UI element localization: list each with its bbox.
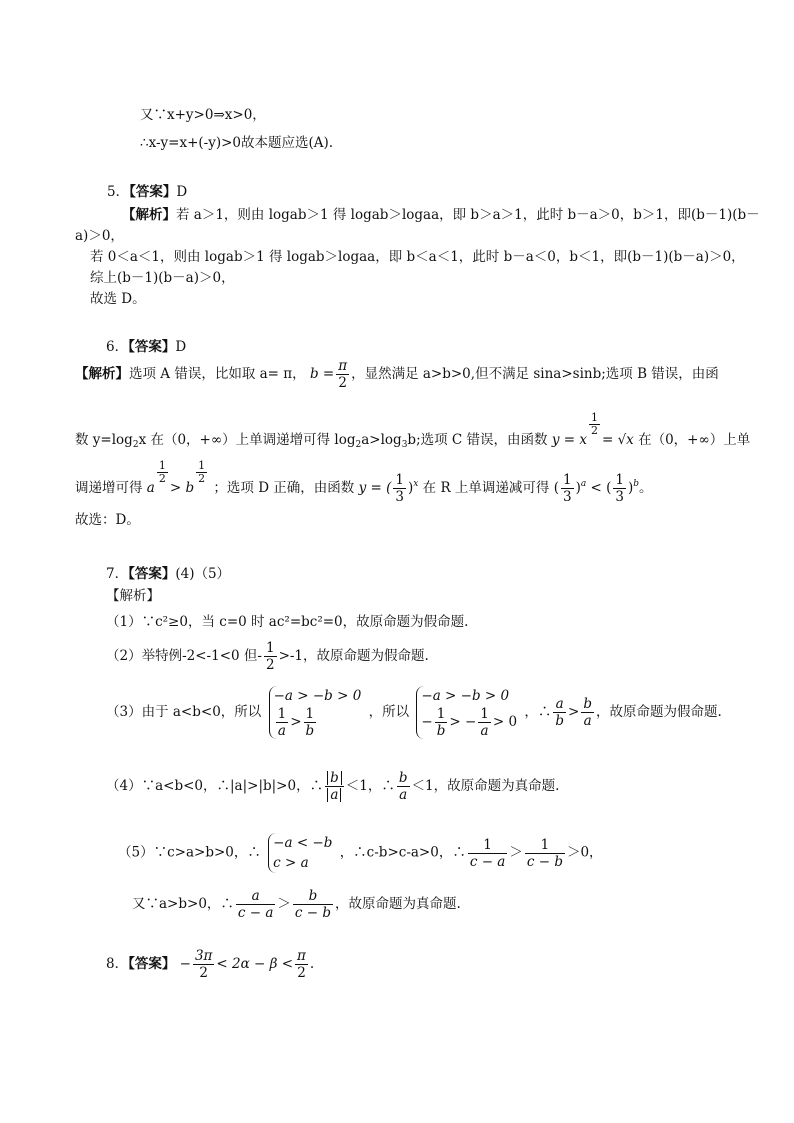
q5-text-2: 若 0＜a＜1，则由 logab＞1 得 logab＞logaa，即 b＜a＜1，此时 b－a＜0，b＜1，即(b－1)(b－a)＞0， [90, 249, 745, 265]
q6-third-b-1: 1 [615, 472, 624, 488]
q7-b-over-a [581, 696, 594, 729]
q4-line-2: ∴x-y=x+(-y)>0故本题应选(A). [140, 135, 334, 151]
q7-sys2-gt0: > 0 [492, 714, 518, 730]
q6-exp-2: 2 [590, 424, 598, 437]
q7-answer-line [106, 562, 230, 582]
q7-sys2-row2 [421, 706, 517, 739]
q5-text-1b: a)＞0， [75, 228, 124, 244]
q7-1-over-ca [468, 837, 508, 870]
q8-two-b: 2 [297, 965, 306, 981]
q7-frac-2a [435, 706, 448, 739]
q7-step-3d: > [568, 704, 580, 720]
q6-third-1: 1 [395, 472, 404, 488]
q7-step-4 [106, 770, 559, 803]
q7-absb [325, 770, 344, 787]
q6-third-a-1: 1 [562, 472, 572, 488]
q6-a-exp [157, 460, 168, 485]
q8-answer-line [106, 948, 314, 981]
q6-b-exp-1: 1 [198, 459, 206, 472]
q7-step-3c: ，∴ [524, 704, 552, 720]
q7-frac-2a-d: b [436, 723, 446, 739]
q6-a-exp-1: 1 [158, 459, 166, 472]
q7-bocb-d: c − b [294, 905, 332, 921]
q4-line-1: 又∵x+y>0⇒x>0， [140, 107, 266, 123]
q7-absb-over-absa [325, 770, 344, 803]
q8-pi: π [297, 948, 306, 964]
q8-period: . [309, 956, 315, 972]
q7-1ocb-n: 1 [525, 837, 565, 854]
q7-step-5d: ＞0， [566, 844, 603, 861]
q7-absb-inner: b [327, 771, 342, 785]
q6-text-3a: 调递增可得 [75, 480, 143, 496]
q7-step-2b: >-1，故原命题为假命题. [278, 648, 429, 664]
q7-step-2a: （2）举特例-2<-1<0 但- [106, 648, 262, 664]
q7-bocb-n: b [293, 888, 333, 905]
q6-text-2c: a>log [361, 432, 402, 448]
q7-frac-1b [304, 706, 317, 739]
q7-step-5 [118, 833, 603, 873]
q7-sys1-gt: > [290, 714, 302, 730]
q7-step-5a: （5）∵c>a>b>0，∴ [118, 844, 261, 861]
q6-third-a [561, 472, 574, 505]
q6-sub-2: 2 [132, 440, 139, 450]
q7-frac-2b [478, 706, 491, 739]
q7-aoca-d: c − a [237, 905, 274, 921]
q7-sys1-row2 [274, 706, 362, 739]
q7-step-4b: ＜1，∴ [345, 778, 395, 794]
q6-text-1c: ，显然满足 a>b>0,但不满足 sina>sinb;选项 B 错误，由函 [351, 366, 719, 382]
q7-answer: (4)（5） [175, 566, 231, 582]
q7-step-5c: ＞ [509, 844, 523, 861]
q7-step-2 [106, 640, 429, 673]
q6-sqrt-x: = √x [601, 432, 634, 448]
q7-half [264, 640, 277, 673]
q5-text-1: 若 a＞1，则由 logab＞1 得 logab＞logaa，即 b＞a＞1，此时 b－a＞0，b＞1，即(b－1)(b－ [176, 207, 760, 223]
q7-frac-1b-d: b [305, 723, 315, 739]
q7-system-2 [416, 686, 517, 739]
q7-analysis-label: 【解析】 [106, 588, 160, 604]
q6-lt: < [590, 480, 602, 496]
q6-a-exp-2: 2 [158, 472, 166, 485]
q6-text-1a: 选项 A 错误，比如取 a= π， [129, 366, 306, 382]
q6-paren: ) [408, 480, 414, 496]
q6-third-b-3: 3 [615, 489, 624, 505]
q7-b-over-cb [293, 888, 333, 921]
q8-3pi-over-2 [193, 948, 214, 981]
q5-text-3: 综上(b－1)(b－a)＞0， [90, 270, 235, 286]
q7-frac-2a-n: 1 [435, 706, 448, 723]
q7-a-over-b [553, 696, 566, 729]
q6-b-exp-2: 2 [198, 472, 206, 485]
q7-boa2-d: a [399, 787, 408, 803]
q7-step-3b: ，所以 [368, 704, 410, 720]
q7-step-4a: （4）∵a<b<0，∴|a|>|b|>0，∴ [106, 778, 324, 794]
q7-step-6b: ＞ [277, 896, 291, 912]
q6-text-3h: 。 [639, 480, 653, 496]
q6-third [393, 472, 406, 505]
q7-boa2-n: b [398, 770, 408, 786]
q7-number: 7． [106, 566, 129, 582]
q7-system-3 [268, 833, 332, 873]
q5-answer-label: 【答案】 [129, 184, 177, 200]
q7-1oca-n: 1 [468, 837, 508, 854]
q6-answer-label: 【答案】 [128, 339, 176, 355]
q7-frac-1a-d: a [277, 723, 286, 739]
q8-middle: < 2α − β < [216, 956, 294, 972]
q8-minus: − [179, 956, 191, 972]
q6-y-eq: y = ( [358, 480, 392, 496]
q6-x-exp: x [413, 479, 419, 489]
q7-sys3-row2: c > a [273, 855, 309, 871]
q7-system-1 [269, 686, 362, 739]
q6-line-2 [75, 412, 750, 450]
q6-answer: D [175, 339, 187, 355]
q6-pi: π [338, 358, 348, 374]
q6-third-a-3: 3 [562, 489, 572, 505]
q8-answer-label: 【答案】 [128, 956, 176, 972]
q7-frac-2b-n: 1 [480, 706, 489, 722]
q6-third-3: 3 [395, 489, 404, 505]
q6-text-2a: 数 y=log [75, 432, 133, 448]
q7-step-6a: 又∵a>b>0，∴ [132, 896, 234, 912]
q7-boa-n: b [583, 696, 592, 712]
q7-absa-inner: a [327, 788, 341, 802]
q6-exp-half [589, 412, 600, 437]
q5-analysis-label: 【解析】 [122, 207, 176, 223]
q7-aob-n: a [553, 696, 566, 713]
q7-sys2-gt: > − [449, 714, 477, 730]
q6-number: 6． [106, 339, 129, 355]
q7-frac-2b-d: a [480, 723, 489, 739]
q5-answer: D [176, 184, 188, 200]
q6-gt-b: > b [169, 480, 195, 496]
q7-sys2-row1: −a > −b > 0 [421, 688, 510, 704]
q6-a-exp-2b: a [580, 479, 587, 489]
q7-step-5b: ，∴c-b>c-a>0，∴ [339, 844, 466, 861]
q7-half-2: 2 [265, 657, 275, 673]
q6-line-3: 调递增可得 a $\frac{1}{2}$ > b $\frac{1}{2}$ ；选项 D 正确，由函数 y = ( $\frac{1}{3}$ )$^x$ 在 R 上单调递减可得 ( $\frac{1}{3}$ )$^a$ < ( $\frac{1}{3}$ )$^b$。 [75, 459, 653, 505]
q7-half-1: 1 [265, 640, 275, 656]
q6-text-3g: 在 R 上单调递减可得 [422, 480, 550, 496]
q6-text-2e: 在（0，+∞）上单 [638, 432, 751, 448]
q6-two: 2 [338, 375, 347, 391]
q6-conclusion: 故选：D。 [75, 512, 140, 528]
q6-answer-line [106, 335, 186, 355]
q7-sys3-row1: −a < −b [273, 835, 333, 851]
q8-number: 8． [106, 956, 129, 972]
q6-analysis-label: 【解析】 [75, 366, 129, 382]
q6-text-2d: b;选项 C 错误，由函数 [407, 432, 548, 448]
q6-pi-over-2 [336, 358, 349, 391]
q7-1oca-d: c − a [469, 853, 506, 870]
q6-third-b [613, 472, 626, 505]
q7-sys2-minus: − [421, 714, 433, 730]
q7-frac-1a [276, 706, 289, 739]
q6-exp-1: 1 [590, 411, 598, 424]
q7-1-over-cb [525, 837, 565, 870]
q7-sys1-row1: −a > −b > 0 [273, 688, 362, 704]
q7-step-3 [106, 686, 722, 739]
q7-frac-1a-n: 1 [277, 706, 287, 722]
q7-step-6c: ，故原命题为真命题. [335, 896, 461, 912]
q7-a-over-ca [236, 888, 276, 921]
q6-b-exp-2b: b [633, 479, 640, 489]
q6-a: a [146, 480, 155, 496]
q7-1ocb-d: c − b [526, 853, 563, 870]
q7-aoca-n: a [236, 888, 276, 905]
q7-boa-d: a [583, 713, 592, 729]
q6-line-1 [75, 358, 719, 391]
q8-pi-over-2 [295, 948, 308, 981]
q7-step-1: （1）∵c²≥0，当 c=0 时 ac²=bc²=0，故原命题为假命题. [106, 614, 469, 630]
q8-two-a: 2 [199, 965, 208, 981]
q6-sub-2b: 2 [355, 440, 362, 450]
q7-step-3e: ，故原命题为假命题. [596, 704, 722, 720]
q7-step-4c: ＜1，故原命题为真命题. [411, 778, 560, 794]
q6-b-eq: b = [309, 366, 335, 382]
q7-frac-1b-n: 1 [304, 706, 317, 723]
q7-absa [325, 787, 344, 803]
q7-step-3a: （3）由于 a<b<0，所以 [106, 704, 262, 720]
q6-text-3d: ；选项 D 正确，由函数 [213, 480, 355, 496]
q6-sub-3: 3 [401, 440, 408, 450]
q6-b-exp [196, 460, 207, 485]
q7-b-over-a-2 [397, 770, 410, 803]
q7-aob-d: b [555, 713, 565, 729]
q5-answer-line [107, 180, 187, 200]
q5-number: 5． [107, 184, 130, 200]
q7-step-6 [132, 888, 461, 921]
q5-analysis-line-1 [122, 203, 760, 223]
q8-3pi: 3π [194, 948, 213, 964]
q7-answer-label: 【答案】 [128, 566, 176, 582]
q6-y-eq-x: y = x [551, 432, 587, 448]
q6-text-2b: x 在（0，+∞）上单调递增可得 log [138, 432, 356, 448]
q5-text-4: 故选 D。 [90, 291, 146, 307]
